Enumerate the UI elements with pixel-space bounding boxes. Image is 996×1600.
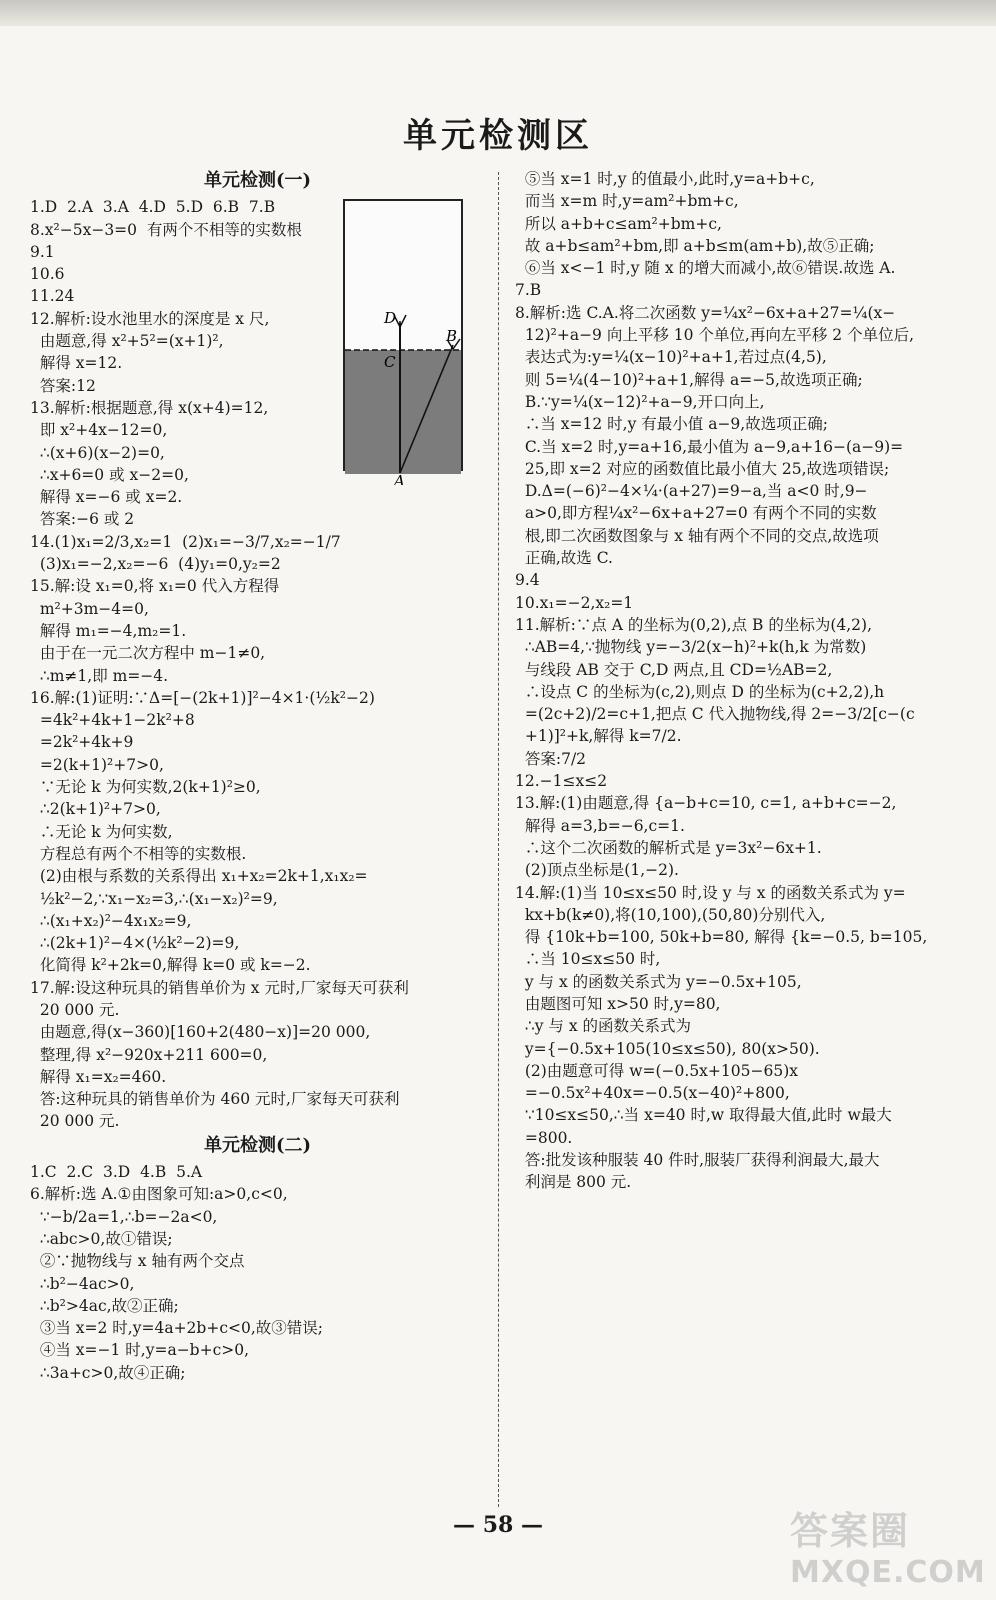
text-line: ∵−b/2a=1,∴b=−2a<0, — [30, 1207, 218, 1226]
text-line: 故 a+b≤am²+bm,即 a+b≤m(am+b),故⑤正确; — [515, 236, 875, 255]
text-line: 由题意,得 x²+5²=(x+1)², — [30, 332, 224, 351]
text-line: ③当 x=2 时,y=4a+2b+c<0,故③错误; — [30, 1319, 324, 1338]
text-line: =2k²+4k+9 — [30, 733, 134, 752]
text-line: y 与 x 的函数关系式为 y=−0.5x+105, — [515, 972, 802, 991]
text-line: C.当 x=2 时,y=a+16,最小值为 a−9,a+16−(a−9)= — [515, 437, 904, 456]
text-line: 化简得 k²+2k=0,解得 k=0 或 k=−2. — [30, 956, 311, 975]
text-line: 12)²+a−9 向上平移 10 个单位,再向左平移 2 个单位后, — [515, 326, 914, 345]
label-a: A — [394, 472, 405, 485]
text-line: ∵无论 k 为何实数,2(k+1)²≥0, — [30, 778, 261, 797]
section-unit-test-2 — [30, 1161, 485, 1384]
text-line: 10.6 — [30, 265, 65, 284]
text-line: ∴m≠1,即 m=−4. — [30, 666, 169, 685]
text-line: 11.解析:∵点 A 的坐标为(0,2),点 B 的坐标为(4,2), — [515, 615, 873, 634]
page-title: 单元检测区 — [403, 116, 593, 156]
text-line: 12.解析:设水池里水的深度是 x 尺, — [30, 309, 270, 328]
text-line: 1.C 2.C 3.D 4.B 5.A — [30, 1163, 203, 1182]
text-line: 14.(1)x₁=2/3,x₂=1 (2)x₁=−3/7,x₂=−1/7 — [30, 532, 341, 551]
text-line: ∵10≤x≤50,∴当 x=40 时,w 取得最大值,此时 w最大 — [515, 1106, 892, 1125]
text-line: ∴设点 C 的坐标为(c,2),则点 D 的坐标为(c+2,2),h — [515, 682, 885, 701]
text-line: ∴当 x=12 时,y 有最小值 a−9,故选项正确; — [515, 415, 828, 434]
text-line: 而当 x=m 时,y=am²+bm+c, — [515, 192, 739, 211]
text-line: +1)]²+k,解得 k=7/2. — [515, 727, 682, 746]
text-line: 答案:7/2 — [515, 749, 587, 768]
text-line: ∴无论 k 为何实数, — [30, 822, 173, 841]
column-divider — [498, 172, 499, 1507]
text-line: 12.−1≤x≤2 — [515, 772, 608, 791]
text-line: 13.解:(1)由题意,得 {a−b+c=10, c=1, a+b+c=−2, — [515, 794, 897, 813]
text-line: 10.x₁=−2,x₂=1 — [515, 593, 634, 612]
text-line: 即 x²+4x−12=0, — [30, 421, 168, 440]
text-line: 20 000 元. — [30, 1000, 120, 1019]
text-line: ⑥当 x<−1 时,y 随 x 的增大而减小,故⑥错误.故选 A. — [515, 259, 896, 278]
text-line: 8.解析:选 C.A.将二次函数 y=¼x²−6x+a+27=¼(x− — [515, 303, 896, 322]
text-line: 8.x²−5x−3=0 有两个不相等的实数根 — [30, 220, 302, 239]
text-line: a>0,即方程¼x²−6x+a+27=0 有两个不同的实数 — [515, 504, 877, 523]
text-line: 13.解析:根据题意,得 x(x+4)=12, — [30, 398, 269, 417]
text-line: 方程总有两个不相等的实数根. — [30, 844, 247, 863]
watermark-text-cn: 答案圈 — [790, 1509, 911, 1553]
text-line: ∴AB=4,∵抛物线 y=−3/2(x−h)²+k(h,k 为常数) — [515, 638, 867, 657]
text-line: 答案:−6 或 2 — [30, 510, 135, 529]
text-line: =2(k+1)²+7>0, — [30, 755, 164, 774]
text-line: 得 {10k+b=100, 50k+b=80, 解得 {k=−0.5, b=105, — [515, 928, 928, 947]
text-line: ⑤当 x=1 时,y 的值最小,此时,y=a+b+c, — [515, 170, 815, 188]
text-line: 15.解:设 x₁=0,将 x₁=0 代入方程得 — [30, 577, 280, 596]
text-line: ∴3a+c>0,故④正确; — [30, 1363, 186, 1382]
label-b: B — [446, 327, 458, 345]
text-line: 20 000 元. — [30, 1112, 120, 1131]
text-line: (2)由根与系数的关系得出 x₁+x₂=2k+1,x₁x₂= — [30, 867, 368, 886]
text-line: ∴2(k+1)²+7>0, — [30, 800, 161, 819]
text-line: =4k²+4k+1−2k²+8 — [30, 711, 195, 730]
text-line: 由题意,得(x−360)[160+2(480−x)]=20 000, — [30, 1023, 371, 1042]
text-line: 解得 x=12. — [30, 354, 123, 373]
text-line: ∴x+6=0 或 x−2=0, — [30, 465, 189, 484]
text-line: ½k²−2,∵x₁−x₂=3,∴(x₁−x₂)²=9, — [30, 889, 278, 908]
text-line: D.Δ=(−6)²−4×¼·(a+27)=9−a,当 a<0 时,9− — [515, 482, 868, 501]
text-line: 17.解:设这种玩具的销售单价为 x 元时,厂家每天可获利 — [30, 978, 409, 997]
section-title-unit-test-2: 单元检测(二) — [203, 1134, 312, 1156]
right-column — [515, 168, 975, 1194]
text-line: 1.D 2.A 3.A 4.D 5.D 6.B 7.B — [30, 198, 276, 217]
text-line: 9.4 — [515, 571, 540, 590]
watermark-text-en: MXQE.COM — [790, 1555, 986, 1590]
text-line: 根,即二次函数图象与 x 轴有两个不同的交点,故选项 — [515, 526, 879, 545]
text-line: 答:这种玩具的销售单价为 460 元时,厂家每天可获利 — [30, 1090, 400, 1109]
label-d: D — [384, 309, 397, 327]
text-line: ∴(x+6)(x−2)=0, — [30, 443, 165, 462]
text-line: ∴(x₁+x₂)²−4x₁x₂=9, — [30, 911, 192, 930]
text-line: 则 5=¼(4−10)²+a+1,解得 a=−5,故选项正确; — [515, 370, 863, 389]
text-line: ∴abc>0,故①错误; — [30, 1229, 173, 1248]
text-line: 所以 a+b+c≤am²+bm+c, — [515, 214, 722, 233]
text-line: 7.B — [515, 281, 542, 300]
text-line: 6.解析:选 A.①由图象可知:a>0,c<0, — [30, 1185, 288, 1204]
text-line: 表达式为:y=¼(x−10)²+a+1,若过点(4,5), — [515, 348, 827, 367]
text-line: ②∵抛物线与 x 轴有两个交点 — [30, 1252, 245, 1271]
text-line: 由题图可知 x>50 时,y=80, — [515, 994, 721, 1013]
label-c: C — [384, 353, 396, 371]
text-line: ∴这个二次函数的解析式是 y=3x²−6x+1. — [515, 838, 822, 857]
text-line: 整理,得 x²−920x+211 600=0, — [30, 1045, 268, 1064]
text-line: ∴y 与 x 的函数关系式为 — [515, 1017, 691, 1036]
text-line: ④当 x=−1 时,y=a−b+c>0, — [30, 1341, 250, 1360]
text-line: 解得 a=3,b=−6,c=1. — [515, 816, 685, 835]
text-line: 由于在一元二次方程中 m−1≠0, — [30, 644, 266, 663]
water-pool-diagram — [338, 145, 468, 485]
text-line: 利润是 800 元. — [515, 1173, 632, 1192]
text-line: 答案:12 — [30, 376, 96, 395]
text-line: kx+b(k≠0),将(10,100),(50,80)分别代入, — [515, 905, 826, 924]
watermark-logo — [790, 1500, 986, 1590]
text-line: (2)顶点坐标是(1,−2). — [515, 861, 679, 880]
text-line: 11.24 — [30, 287, 75, 306]
right-column-text — [515, 168, 975, 1194]
text-line: 16.解:(1)证明:∵Δ=[−(2k+1)]²−4×1·(½k²−2) — [30, 688, 375, 707]
section-title-unit-test-1: 单元检测(一) — [203, 170, 312, 191]
text-line: 正确,故选 C. — [515, 549, 613, 568]
text-line: =(2c+2)/2=c+1,把点 C 代入抛物线,得 2=−3/2[c−(c — [515, 705, 915, 724]
text-line: (2)由题意可得 w=(−0.5x+105−65)x — [515, 1061, 798, 1080]
text-line: B.∵y=¼(x−12)²+a−9,开口向上, — [515, 392, 765, 411]
text-line: ∴当 10≤x≤50 时, — [515, 950, 661, 969]
text-line: =−0.5x²+40x=−0.5(x−40)²+800, — [515, 1084, 790, 1103]
text-line: y={−0.5x+105(10≤x≤50), 80(x>50). — [515, 1039, 820, 1058]
text-line: ∴b²−4ac>0, — [30, 1274, 135, 1293]
text-line: 14.解:(1)当 10≤x≤50 时,设 y 与 x 的函数关系式为 y= — [515, 883, 906, 902]
page-number: — 58 — — [453, 1512, 543, 1538]
scan-top-strip — [0, 0, 996, 26]
text-line: 25,即 x=2 对应的函数值比最小值大 25,故选项错误; — [515, 459, 890, 478]
text-line: 解得 x₁=x₂=460. — [30, 1067, 167, 1086]
text-line: m²+3m−4=0, — [30, 599, 149, 618]
text-line: =800. — [515, 1128, 573, 1147]
text-line: 解得 x=−6 或 x=2. — [30, 488, 183, 507]
text-line: (3)x₁=−2,x₂=−6 (4)y₁=0,y₂=2 — [30, 555, 281, 574]
text-line: ∴(2k+1)²−4×(½k²−2)=9, — [30, 934, 240, 953]
text-line: 9.1 — [30, 242, 55, 261]
text-line: 答:批发该种服装 40 件时,服装厂获得利润最大,最大 — [515, 1151, 880, 1170]
text-line: 与线段 AB 交于 C,D 两点,且 CD=½AB=2, — [515, 660, 833, 679]
text-line: ∴b²>4ac,故②正确; — [30, 1296, 179, 1315]
text-line: 解得 m₁=−4,m₂=1. — [30, 621, 187, 640]
